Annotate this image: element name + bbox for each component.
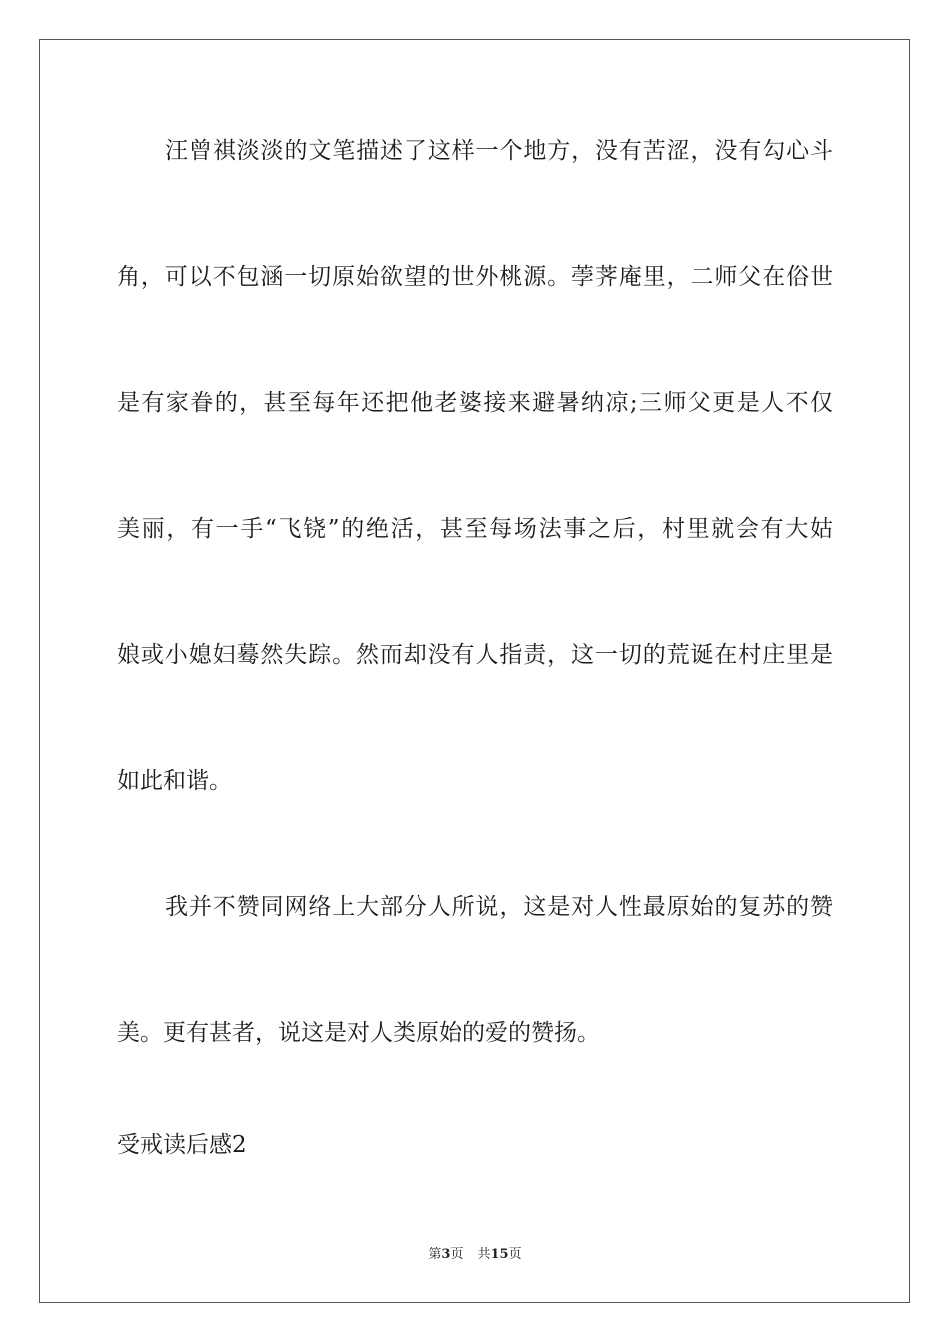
paragraph-1-line-1: 汪曾祺淡淡的文笔描述了这样一个地方，没有苦涩，没有勾心斗	[165, 138, 833, 164]
page-frame	[39, 39, 910, 1303]
page-footer	[0, 1246, 950, 1264]
paragraph-1-line-6: 如此和谐。	[117, 768, 232, 794]
paragraph-1-line-5: 娘或小媳妇蓦然失踪。然而却没有人指责，这一切的荒诞在村庄里是	[117, 642, 833, 668]
page-current: 3	[441, 1247, 451, 1262]
total-prefix: 共	[477, 1247, 491, 1262]
page-total: 15	[490, 1247, 509, 1262]
paragraph-2-line-1: 我并不赞同网络上大部分人所说，这是对人性最原始的复苏的赞	[165, 894, 833, 920]
paragraph-1-line-3: 是有家眷的，甚至每年还把他老婆接来避暑纳凉;三师父更是人不仅	[117, 390, 833, 416]
total-suffix: 页	[508, 1247, 522, 1262]
paragraph-1-line-2: 角，可以不包涵一切原始欲望的世外桃源。荸荠庵里，二师父在俗世	[117, 264, 833, 290]
page-suffix: 页	[450, 1247, 464, 1262]
paragraph-1-line-4: 美丽，有一手“飞铙”的绝活，甚至每场法事之后，村里就会有大姑	[117, 516, 833, 542]
paragraph-2-line-2: 美。更有甚者，说这是对人类原始的爱的赞扬。	[117, 1020, 600, 1046]
page-prefix: 第	[428, 1247, 442, 1262]
section-heading: 受戒读后感2	[117, 1132, 247, 1158]
